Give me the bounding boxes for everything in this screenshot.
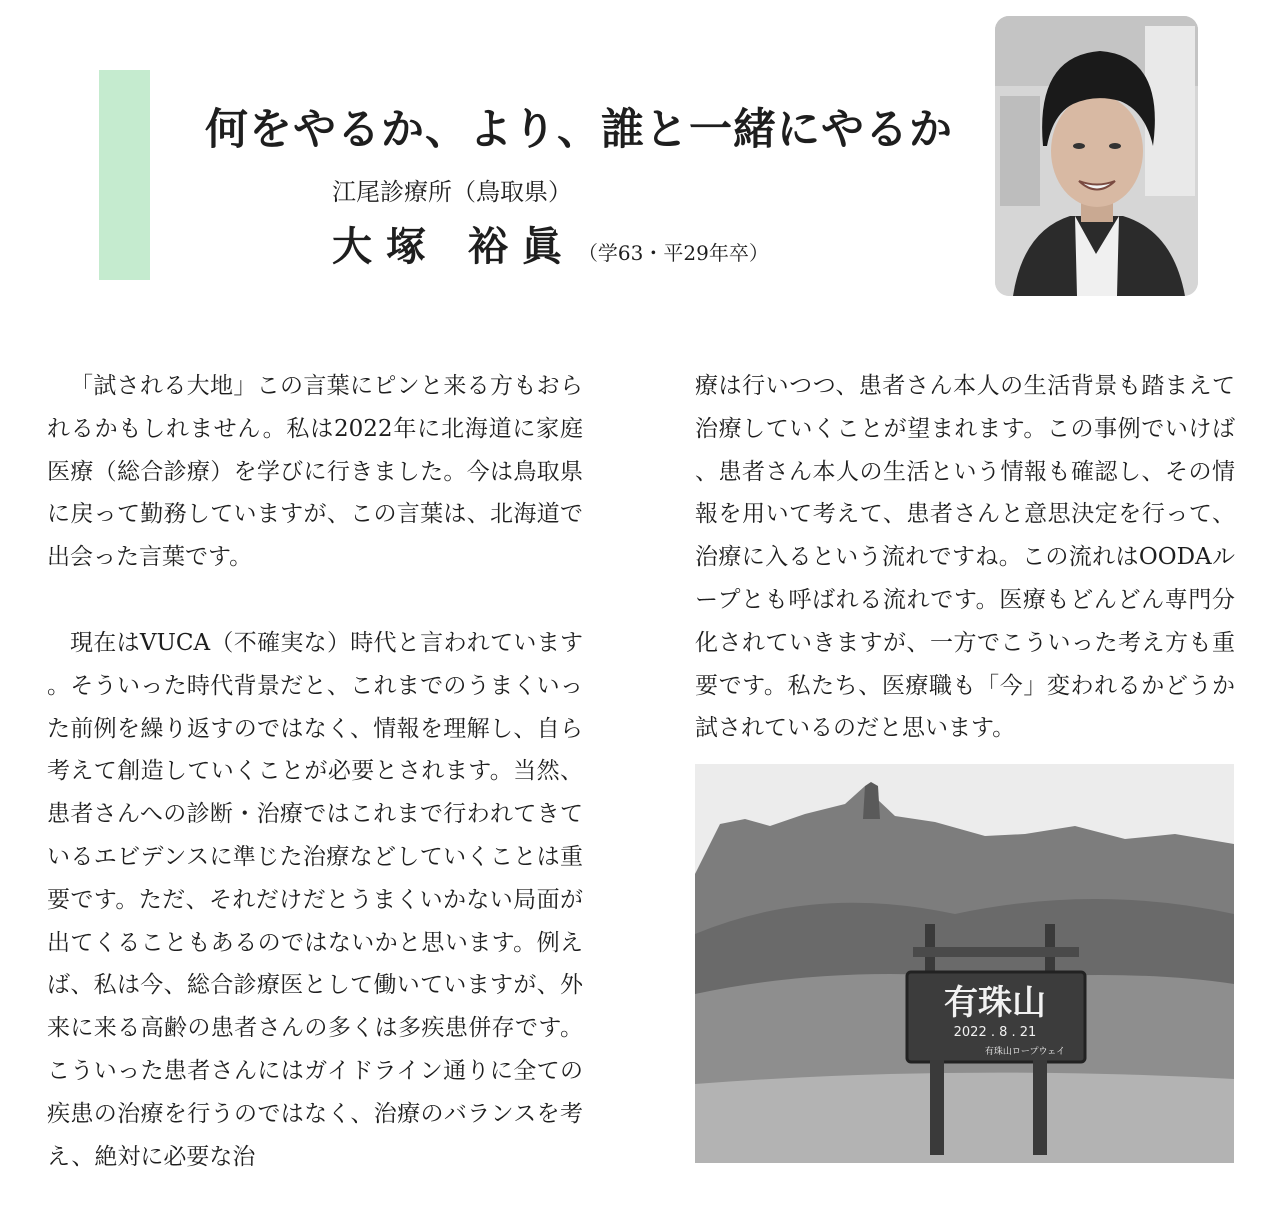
sign-date: 2022 . 8 . 21 (953, 1025, 1037, 1040)
portrait-illustration (995, 16, 1198, 296)
author-affiliation: 江尾診療所（鳥取県） (332, 178, 572, 206)
author-byline (332, 215, 769, 272)
paragraph: 「試される大地」この言葉にピンと来る方もおられるかもしれません。私は2022年に北海道に家庭医療（総合診療）を学びに行きました。今は鳥取県に戻って勤務していますが、この言葉は、北海道で出会った言葉です。 (47, 373, 583, 571)
paragraph: 療は行いつつ、患者さん本人の生活背景も踏まえて治療していくことが望まれます。この事例でいけば、患者さん本人の生活という情報も確認し、その情報を用いて考えて、患者さんと意思決定を行って、治療に入るという流れですね。この流れはOODAループとも呼ばれる流れです。医療もどんどん専門分化されていきますが、一方でこういった考え方も重要です。私たち、医療職も「今」変われるかどうか試されているのだと思います。 (695, 373, 1235, 742)
sign-subtitle: 有珠山ロープウェイ (984, 1047, 1066, 1057)
author-graduation: （学63・平29年卒） (577, 241, 769, 265)
author-name: 大塚 裕眞 (332, 223, 576, 270)
article-body-right (695, 365, 1235, 750)
article-title: 何をやるか、より、誰と一緒にやるか (205, 105, 953, 155)
article-body-left (47, 365, 583, 1178)
mountain-photo-illustration (695, 764, 1234, 1163)
author-portrait (995, 16, 1198, 296)
mountain-photo (695, 764, 1234, 1163)
sign-title: 有珠山 (944, 983, 1046, 1023)
accent-bar (99, 70, 150, 280)
paragraph: 現在はVUCA（不確実な）時代と言われています。そういった時代背景だと、これまでのうまくいった前例を繰り返すのではなく、情報を理解し、自ら考えて創造していくことが必要とされます。当然、患者さんへの診断・治療ではこれまで行われてきているエビデンスに準じた治療などしていくことは重要です。ただ、それだけだとうまくいかない局面が出てくることもあるのではないかと思います。例えば、私は今、総合診療医として働いていますが、外来に来る高齢の患者さんの多くは多疾患併存です。こういった患者さんにはガイドライン通りに全ての疾患の治療を行うのではなく、治療のバランスを考え、絶対に必要な治 (47, 629, 583, 1170)
